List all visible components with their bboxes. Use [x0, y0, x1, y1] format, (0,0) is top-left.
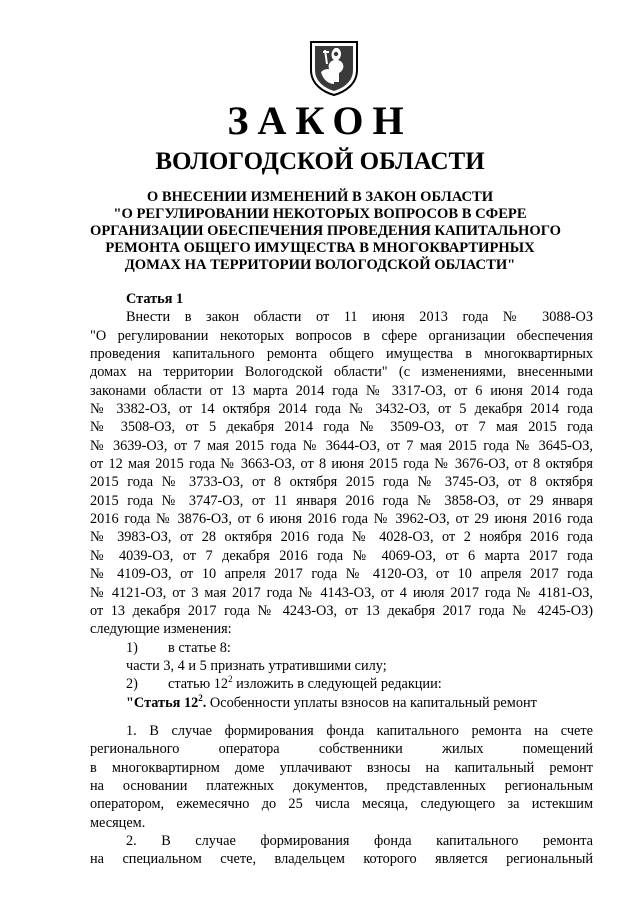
new-article-label: "Статья 12	[126, 694, 199, 711]
superscript: 2	[228, 674, 233, 685]
list-item-1	[90, 639, 593, 657]
region-title: ВОЛОГОДСКОЙ ОБЛАСТИ	[155, 148, 485, 175]
list-item-text: изложить в следующей редакции:	[232, 676, 442, 693]
new-article-heading	[90, 694, 593, 712]
law-subject-heading	[90, 189, 562, 274]
paragraph-line: на основании платежных документов, представленных региональным	[90, 777, 593, 794]
article-line: от 12 мая 2015 года № 3663-ОЗ, от 8 июня 2015 года № 3676-ОЗ, от 8 октября	[90, 456, 593, 473]
list-item-text: статью 12	[168, 676, 229, 693]
article-line: проведения капитального ремонта общего имущества в многоквартирных	[90, 346, 593, 363]
article-line: № 4109-ОЗ, от 10 апреля 2017 года № 4120-ОЗ, от 10 апреля 2017 года	[90, 566, 593, 583]
vologda-coat-of-arms-icon	[305, 38, 363, 96]
list-item-number: 1)	[126, 639, 138, 656]
article-line: № 3508-ОЗ, от 5 декабря 2014 года № 3509-ОЗ, от 7 мая 2015 года	[90, 419, 593, 436]
article-line: от 13 декабря 2017 года № 4243-ОЗ, от 13 декабря 2017 года № 4245-ОЗ)	[90, 602, 593, 619]
new-article-label: .	[202, 694, 207, 711]
paragraph-line: в многоквартирном доме уплачивают взносы на капитальный ремонт	[90, 759, 593, 776]
article-line: № 3983-ОЗ, от 28 октября 2016 года № 4028-ОЗ, от 2 ноября 2016 года	[90, 529, 593, 546]
article-1-body	[90, 290, 593, 869]
list-item-text: в статье 8:	[168, 639, 231, 656]
article-line: № 4121-ОЗ, от 3 мая 2017 года № 4143-ОЗ, от 4 июля 2017 года № 4181-ОЗ,	[90, 584, 593, 601]
article-line: домах на территории Вологодской области" (с изменениями, внесенными	[90, 364, 593, 381]
subject-line: О ВНЕСЕНИИ ИЗМЕНЕНИЙ В ЗАКОН ОБЛАСТИ	[146, 189, 494, 205]
article-line: следующие изменения:	[90, 621, 232, 638]
paragraph-line: месяцем.	[90, 814, 146, 831]
paragraph-spacer	[90, 712, 593, 722]
paragraph-line: 2. В случае формирования фонда капитального ремонта	[126, 832, 593, 849]
article-line: 2015 года № 3747-ОЗ, от 11 января 2016 года № 3858-ОЗ, от 29 января	[90, 492, 593, 509]
article-line: № 4039-ОЗ, от 7 декабря 2016 года № 4069-ОЗ, от 6 марта 2017 года	[90, 547, 593, 564]
subject-line: ДОМАХ НА ТЕРРИТОРИИ ВОЛОГОДСКОЙ ОБЛАСТИ"	[124, 257, 516, 273]
article-line: Внести в закон области от 11 июня 2013 года № 3088-ОЗ	[126, 309, 593, 326]
article-line: "О регулировании некоторых вопросов в сфере организации обеспечения	[90, 327, 593, 344]
list-item-number: 2)	[126, 676, 138, 693]
article-line: № 3382-ОЗ, от 14 октября 2014 года № 3432-ОЗ, от 5 декабря 2014 года	[90, 401, 593, 418]
article-line: 2016 года № 3876-ОЗ, от 6 июня 2016 года № 3962-ОЗ, от 29 июня 2016 года	[90, 511, 593, 528]
article-line: законами области от 13 марта 2014 года № 3317-ОЗ, от 6 июня 2014 года	[90, 382, 593, 399]
list-item-2	[90, 675, 593, 693]
subject-line: "О РЕГУЛИРОВАНИИ НЕКОТОРЫХ ВОПРОСОВ В СФЕРЕ	[113, 206, 527, 222]
article-heading: Статья 1	[126, 291, 184, 307]
document-type-title: ЗАКОН	[227, 98, 413, 143]
superscript: 2	[198, 692, 203, 703]
paragraph-line: на специальном счете, владельцем которого является региональный	[90, 851, 593, 868]
subject-line: РЕМОНТА ОБЩЕГО ИМУЩЕСТВА В МНОГОКВАРТИРНЫХ	[105, 240, 535, 256]
paragraph-line: регионального оператора собственники жилых помещений	[90, 741, 593, 758]
article-line: 2015 года № 3733-ОЗ, от 8 октября 2015 года № 3745-ОЗ, от 8 октября	[90, 474, 593, 491]
paragraph-line: 1. В случае формирования фонда капитального ремонта на счете	[126, 722, 593, 739]
list-item-1-sub: части 3, 4 и 5 признать утратившими силу;	[126, 657, 387, 674]
article-line: № 3639-ОЗ, от 7 мая 2015 года № 3644-ОЗ, от 7 мая 2015 года № 3645-ОЗ,	[90, 437, 593, 454]
new-article-title: Особенности уплаты взносов на капитальный ремонт	[206, 694, 537, 711]
paragraph-line: оператором, ежемесячно до 25 числа месяца, следующего за истекшим	[90, 796, 593, 813]
subject-line: ОРГАНИЗАЦИИ ОБЕСПЕЧЕНИЯ ПРОВЕДЕНИЯ КАПИТАЛЬНОГО	[90, 223, 562, 239]
